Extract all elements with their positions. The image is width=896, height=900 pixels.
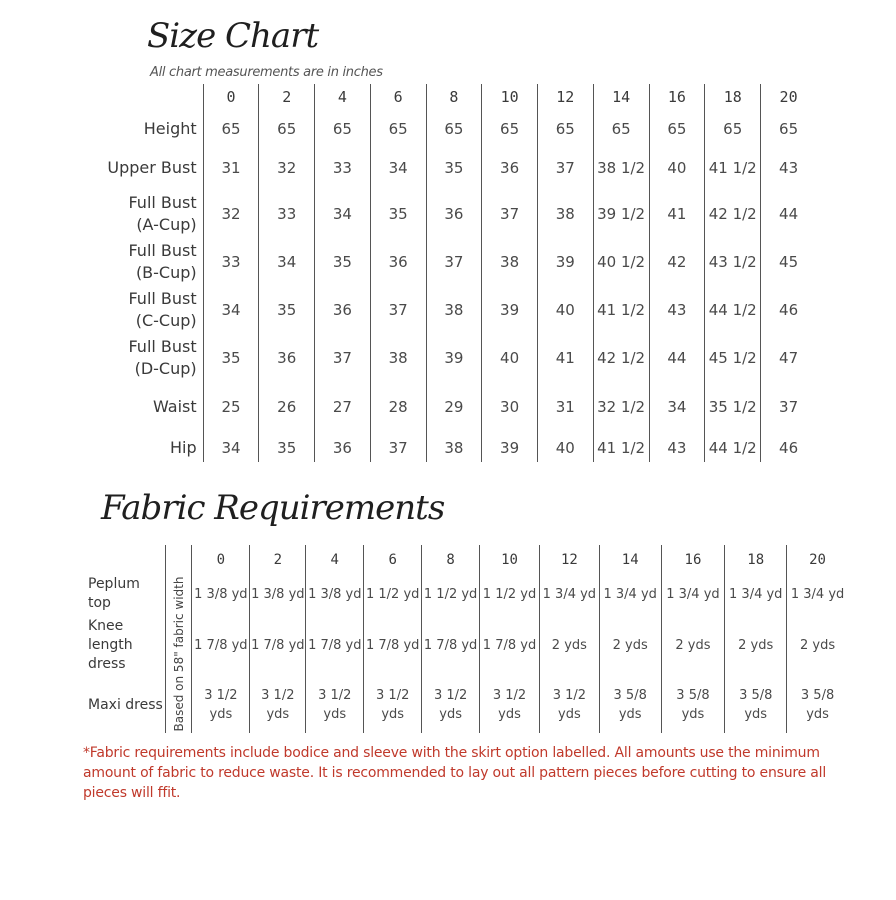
size-cell: 40 1/2: [593, 240, 649, 284]
size-row-label: [106, 336, 203, 380]
fabric-cell: [192, 677, 250, 733]
fabric-cell: [539, 613, 599, 677]
fabric-cell-line: 1 7/8 yd: [251, 637, 305, 653]
size-header-20: 20: [761, 84, 816, 110]
fabric-header-10: 10: [480, 545, 540, 575]
size-cell: 28: [370, 380, 426, 434]
size-header-8: 8: [426, 84, 482, 110]
size-row-label-line: Full Bust: [128, 289, 197, 308]
size-cell: 41 1/2: [705, 148, 761, 188]
size-header-2: 2: [259, 84, 315, 110]
fabric-cell: [306, 677, 364, 733]
size-cell: 65: [259, 110, 315, 148]
size-cell: 45: [761, 240, 816, 284]
size-cell: 33: [203, 240, 259, 284]
size-cell: 42: [649, 240, 705, 284]
fabric-cell: [192, 613, 250, 677]
size-cell: 41: [649, 188, 705, 240]
fabric-row-label: [82, 575, 166, 613]
fabric-cell-line: 2 yds: [675, 637, 711, 653]
size-cell: 34: [203, 434, 259, 462]
fabric-cell-line: 3 5/8: [739, 688, 773, 703]
size-cell: 38: [426, 284, 482, 336]
fabric-row-label-line: Maxi dress: [88, 696, 163, 713]
size-cell: 37: [370, 434, 426, 462]
size-cell: 39: [537, 240, 593, 284]
size-row-label-line: (D-Cup): [134, 359, 197, 378]
fabric-cell: [787, 575, 848, 613]
fabric-header-corner: [82, 545, 166, 575]
fabric-cell: [480, 575, 540, 613]
size-cell: 36: [426, 188, 482, 240]
fabric-cell-line: 3 1/2: [433, 688, 468, 703]
size-header-12: 12: [537, 84, 593, 110]
size-cell: 37: [426, 240, 482, 284]
size-cell: 33: [259, 188, 315, 240]
size-row-label: [106, 380, 203, 434]
fabric-cell: [661, 613, 725, 677]
size-cell: 40: [482, 336, 538, 380]
size-header-4: 4: [315, 84, 371, 110]
size-row-label-line: Waist: [152, 397, 197, 416]
size-cell: 32 1/2: [593, 380, 649, 434]
size-row-label-line: Full Bust: [128, 193, 197, 212]
size-cell: 46: [761, 284, 816, 336]
fabric-cell-line: 3 1/2: [552, 688, 587, 703]
size-cell: 40: [537, 284, 593, 336]
size-cell: 65: [426, 110, 482, 148]
size-row-label-line: (A-Cup): [136, 215, 197, 234]
size-cell: 38: [426, 434, 482, 462]
size-cell: 65: [705, 110, 761, 148]
size-cell: 34: [259, 240, 315, 284]
size-header-10: 10: [482, 84, 538, 110]
fabric-cell-line: 1 3/8 yd: [308, 586, 362, 602]
size-cell: 25: [203, 380, 259, 434]
fabric-row-label: [82, 677, 166, 733]
fabric-cell-line: 3 1/2: [318, 688, 352, 703]
fabric-cell-line: 1 7/8 yd: [194, 637, 248, 653]
size-cell: 35: [370, 188, 426, 240]
size-cell: 43: [761, 148, 816, 188]
fabric-cell-line: yds: [266, 707, 290, 722]
fabric-cell-line: 1 7/8 yd: [423, 637, 478, 653]
size-cell: 35: [426, 148, 482, 188]
size-cell: 26: [259, 380, 315, 434]
size-cell: 44 1/2: [705, 434, 761, 462]
size-cell: 43: [649, 284, 705, 336]
fabric-row-label-line: dress: [88, 655, 126, 672]
fabric-cell-line: 1 3/4 yd: [666, 586, 720, 602]
size-cell: 34: [203, 284, 259, 336]
size-cell: 36: [370, 240, 426, 284]
fabric-footnote: *Fabric requirements include bodice and sleeve with the skirt option labelled. All amounts use the minimum amount of fabric to reduce waste. It is recommended to lay out all pattern pieces before cutting to ensure all pieces will ffit.: [83, 745, 827, 801]
size-cell: 42 1/2: [705, 188, 761, 240]
size-row-label-line: Full Bust: [128, 337, 197, 356]
fabric-cell-line: 1 3/4 yd: [729, 586, 783, 602]
fabric-cell: [250, 575, 306, 613]
fabric-cell-line: 1 1/2 yd: [365, 586, 420, 602]
fabric-cell-line: yds: [806, 707, 829, 722]
fabric-cell-line: yds: [681, 707, 705, 722]
fabric-requirements-title: Fabric Requirements: [101, 488, 445, 528]
size-cell: 65: [315, 110, 371, 148]
size-row-label: [106, 434, 203, 462]
fabric-cell-line: yds: [558, 707, 581, 722]
fabric-row: [82, 677, 848, 733]
size-cell: 29: [426, 380, 482, 434]
fabric-cell-line: 3 1/2: [204, 688, 238, 703]
size-cell: 31: [203, 148, 259, 188]
fabric-cell-line: 2 yds: [800, 637, 836, 653]
fabric-cell-line: 1 3/4 yd: [542, 586, 597, 602]
fabric-cell-line: yds: [744, 707, 768, 722]
size-cell: 41 1/2: [593, 284, 649, 336]
size-cell: 32: [259, 148, 315, 188]
size-cell: 65: [482, 110, 538, 148]
fabric-cell-line: 3 1/2: [261, 688, 295, 703]
size-row-label: [106, 188, 203, 240]
size-cell: 39: [426, 336, 482, 380]
size-cell: 65: [203, 110, 259, 148]
fabric-cell: [539, 677, 599, 733]
size-cell: 36: [315, 434, 371, 462]
size-cell: 65: [593, 110, 649, 148]
size-cell: 41: [537, 336, 593, 380]
fabric-cell: [422, 575, 480, 613]
fabric-header-4: 4: [306, 545, 364, 575]
size-row: [106, 380, 816, 434]
size-cell: 33: [315, 148, 371, 188]
size-chart-table: [106, 84, 816, 462]
size-cell: 44: [649, 336, 705, 380]
size-cell: 44: [761, 188, 816, 240]
size-cell: 47: [761, 336, 816, 380]
fabric-cell: [364, 613, 422, 677]
size-cell: 40: [649, 148, 705, 188]
size-cell: 37: [537, 148, 593, 188]
fabric-cell-line: 3 1/2: [492, 688, 527, 703]
fabric-cell: [599, 677, 661, 733]
size-cell: 38 1/2: [593, 148, 649, 188]
fabric-cell-line: yds: [618, 707, 642, 722]
size-cell: 37: [482, 188, 538, 240]
size-row: [106, 284, 816, 336]
size-cell: 38: [482, 240, 538, 284]
fabric-cell-line: yds: [209, 707, 233, 722]
fabric-cell: [250, 613, 306, 677]
size-cell: 65: [370, 110, 426, 148]
size-cell: 34: [315, 188, 371, 240]
fabric-cell-line: yds: [439, 707, 462, 722]
fabric-header-2: 2: [250, 545, 306, 575]
size-header-18: 18: [705, 84, 761, 110]
fabric-header-12: 12: [539, 545, 599, 575]
fabric-width-note-cell: [166, 575, 192, 733]
fabric-row-label: [82, 613, 166, 677]
fabric-cell-line: yds: [381, 707, 405, 722]
fabric-cell: [661, 677, 725, 733]
size-header-corner: [106, 84, 203, 110]
size-cell: 35: [315, 240, 371, 284]
fabric-cell: [787, 613, 848, 677]
fabric-row-label-line: Peplum top: [88, 576, 140, 611]
size-cell: 38: [370, 336, 426, 380]
size-row: [106, 240, 816, 284]
size-cell: 37: [370, 284, 426, 336]
size-cell: 65: [537, 110, 593, 148]
fabric-header-18: 18: [725, 545, 787, 575]
size-chart-title: Size Chart: [147, 16, 319, 56]
fabric-header-14: 14: [599, 545, 661, 575]
size-row-label-line: Height: [143, 119, 197, 138]
size-cell: 37: [761, 380, 816, 434]
size-header-16: 16: [649, 84, 705, 110]
fabric-cell-line: 1 7/8 yd: [365, 637, 420, 653]
fabric-cell: [787, 677, 848, 733]
size-cell: 39: [482, 284, 538, 336]
size-cell: 35: [259, 434, 315, 462]
fabric-cell: [725, 613, 787, 677]
size-header-0: 0: [203, 84, 259, 110]
size-cell: 46: [761, 434, 816, 462]
fabric-cell-line: 1 3/4 yd: [603, 586, 657, 602]
fabric-cell-line: yds: [498, 707, 521, 722]
size-row-label: [106, 148, 203, 188]
size-row-label-line: Full Bust: [128, 241, 197, 260]
size-cell: 27: [315, 380, 371, 434]
size-cell: 41 1/2: [593, 434, 649, 462]
size-cell: 43 1/2: [705, 240, 761, 284]
size-cell: 36: [482, 148, 538, 188]
fabric-row-label-line: Knee length: [88, 617, 133, 653]
size-cell: 39: [482, 434, 538, 462]
size-cell: 39 1/2: [593, 188, 649, 240]
size-cell: 45 1/2: [705, 336, 761, 380]
size-row: [106, 148, 816, 188]
size-row-label: [106, 110, 203, 148]
size-row: [106, 188, 816, 240]
size-cell: 36: [259, 336, 315, 380]
fabric-requirements-table: [82, 545, 848, 733]
fabric-cell-line: 3 5/8: [800, 688, 835, 703]
size-cell: 43: [649, 434, 705, 462]
size-row-label: [106, 240, 203, 284]
size-cell: 34: [649, 380, 705, 434]
size-cell: 32: [203, 188, 259, 240]
fabric-cell: [250, 677, 306, 733]
size-header-row: [106, 84, 816, 110]
size-row: [106, 110, 816, 148]
size-header-14: 14: [593, 84, 649, 110]
size-cell: 44 1/2: [705, 284, 761, 336]
size-cell: 35 1/2: [705, 380, 761, 434]
fabric-cell: [306, 613, 364, 677]
fabric-header-note-corner: [166, 545, 192, 575]
size-row-label-line: Hip: [170, 438, 197, 457]
size-cell: 36: [315, 284, 371, 336]
size-cell: 30: [482, 380, 538, 434]
fabric-cell: [539, 575, 599, 613]
size-cell: 65: [761, 110, 816, 148]
size-row: [106, 336, 816, 380]
fabric-cell: [364, 677, 422, 733]
fabric-row: [82, 613, 848, 677]
fabric-cell: [306, 575, 364, 613]
fabric-cell: [192, 575, 250, 613]
fabric-cell-line: 1 1/2 yd: [482, 586, 537, 602]
fabric-cell: [422, 677, 480, 733]
fabric-cell-line: 1 3/8 yd: [251, 586, 305, 602]
fabric-cell: [599, 575, 661, 613]
size-row-label-line: Upper Bust: [107, 158, 197, 177]
fabric-cell: [725, 677, 787, 733]
size-row-label-line: (C-Cup): [135, 311, 197, 330]
fabric-cell-line: 1 3/8 yd: [194, 586, 248, 602]
fabric-cell: [480, 677, 540, 733]
size-chart-subtitle: All chart measurements are in inches: [150, 65, 383, 80]
fabric-header-16: 16: [661, 545, 725, 575]
fabric-cell: [364, 575, 422, 613]
size-row: [106, 434, 816, 462]
fabric-cell-line: 1 3/4 yd: [790, 586, 845, 602]
fabric-cell-line: 1 1/2 yd: [423, 586, 478, 602]
fabric-header-20: 20: [787, 545, 848, 575]
fabric-header-8: 8: [422, 545, 480, 575]
fabric-width-note: Based on 58" fabric width: [171, 576, 186, 732]
fabric-cell-line: 3 1/2: [376, 688, 410, 703]
fabric-row: [82, 575, 848, 613]
size-cell: 37: [315, 336, 371, 380]
size-cell: 35: [259, 284, 315, 336]
size-cell: 38: [537, 188, 593, 240]
size-row-label: [106, 284, 203, 336]
fabric-header-row: [82, 545, 848, 575]
fabric-cell-line: 2 yds: [612, 637, 648, 653]
fabric-cell-line: 2 yds: [551, 637, 587, 653]
fabric-cell: [599, 613, 661, 677]
fabric-cell-line: 1 7/8 yd: [308, 637, 362, 653]
size-cell: 42 1/2: [593, 336, 649, 380]
size-cell: 65: [649, 110, 705, 148]
fabric-cell: [480, 613, 540, 677]
size-cell: 34: [370, 148, 426, 188]
fabric-header-0: 0: [192, 545, 250, 575]
fabric-cell: [725, 575, 787, 613]
fabric-cell-line: 3 5/8: [613, 688, 647, 703]
fabric-cell-line: yds: [323, 707, 347, 722]
size-cell: 35: [203, 336, 259, 380]
size-row-label-line: (B-Cup): [135, 263, 197, 282]
size-cell: 40: [537, 434, 593, 462]
fabric-cell-line: 1 7/8 yd: [482, 637, 537, 653]
fabric-cell-line: 2 yds: [738, 637, 774, 653]
fabric-header-6: 6: [364, 545, 422, 575]
size-cell: 31: [537, 380, 593, 434]
fabric-cell-line: 3 5/8: [676, 688, 710, 703]
fabric-cell: [422, 613, 480, 677]
size-header-6: 6: [370, 84, 426, 110]
fabric-cell: [661, 575, 725, 613]
